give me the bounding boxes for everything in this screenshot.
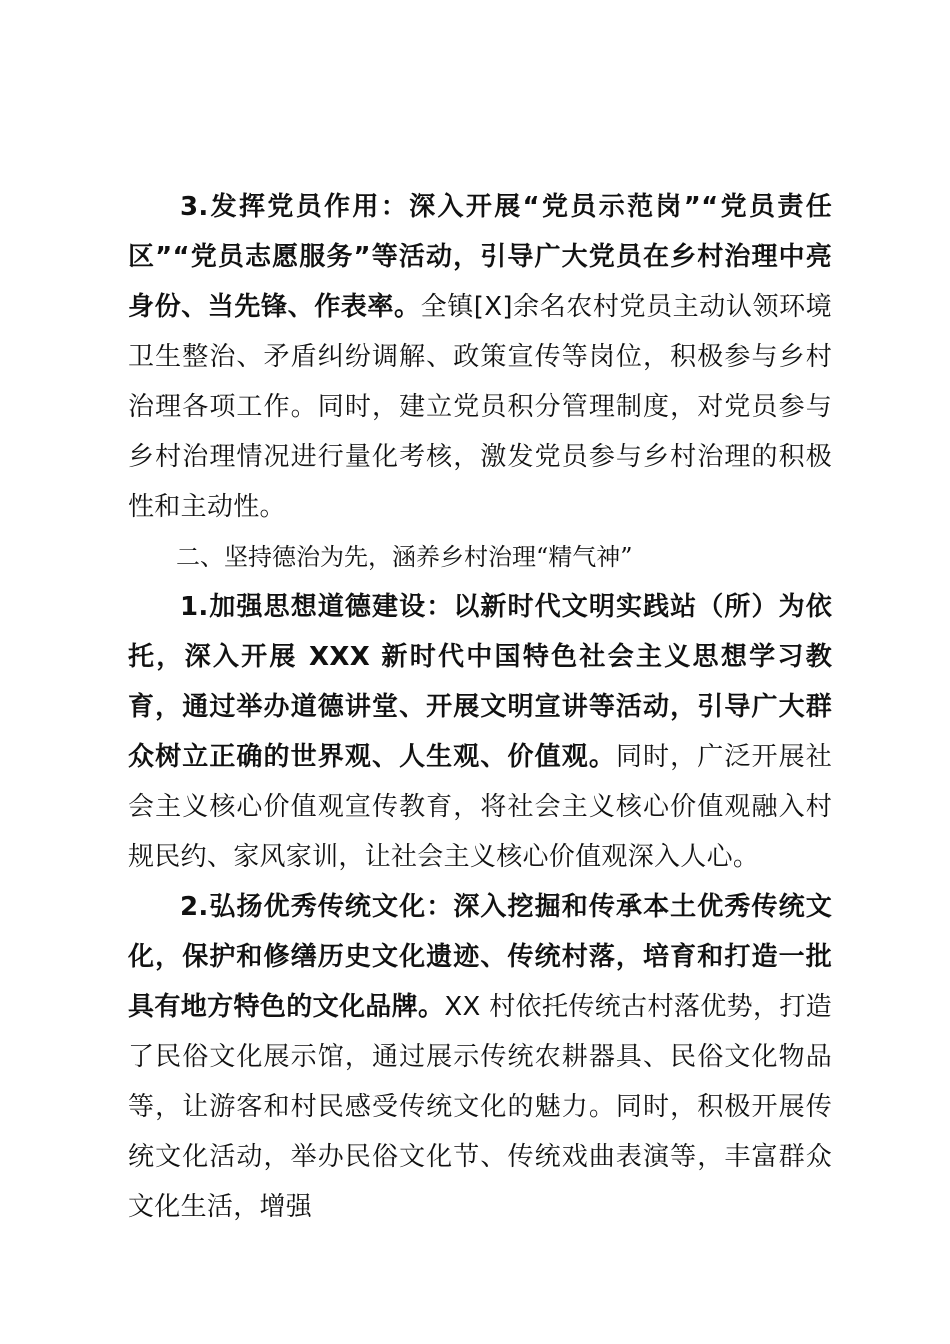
paragraph-body: XX 村依托传统古村落优势，打造了民俗文化展示馆，通过展示传统农耕器具、民俗文化物品等，让游客和村民感受传统文化的魅力。同时，积极开展传统文化活动，举办民俗文化节、传统戏曲表演等，丰富群众文化生活，增强	[128, 992, 832, 1222]
paragraph-party-members	[128, 182, 832, 532]
section-heading: 二、坚持德治为先，涵养乡村治理“精气神”	[176, 543, 633, 571]
paragraph-lead: 1.加强思想道德建设：以新时代文明实践站（所）为依托，深入开展 XXX 新时代中国特色社会主义思想学习教育，通过举办道德讲堂、开展文明宣讲等活动，引导广大群众树立正确的世界观、人生观、价值观。	[128, 592, 832, 772]
paragraph-lead: 3.发挥党员作用：深入开展“党员示范岗”“党员责任区”“党员志愿服务”等活动，引导广大党员在乡村治理中亮身份、当先锋、作表率。	[128, 192, 832, 322]
paragraph-moral-education	[128, 582, 832, 882]
paragraph-lead: 2.弘扬优秀传统文化：深入挖掘和传承本土优秀传统文化，保护和修缮历史文化遗迹、传统村落，培育和打造一批具有地方特色的文化品牌。	[128, 892, 832, 1022]
document-page	[128, 182, 832, 1232]
paragraph-body: 同时，广泛开展社会主义核心价值观宣传教育，将社会主义核心价值观融入村规民约、家风家训，让社会主义核心价值观深入人心。	[128, 742, 832, 872]
paragraph-traditional-culture	[128, 882, 832, 1232]
paragraph-body: 全镇[X]余名农村党员主动认领环境卫生整治、矛盾纠纷调解、政策宣传等岗位，积极参与乡村治理各项工作。同时，建立党员积分管理制度，对党员参与乡村治理情况进行量化考核，激发党员参与乡村治理的积极性和主动性。	[128, 292, 832, 522]
